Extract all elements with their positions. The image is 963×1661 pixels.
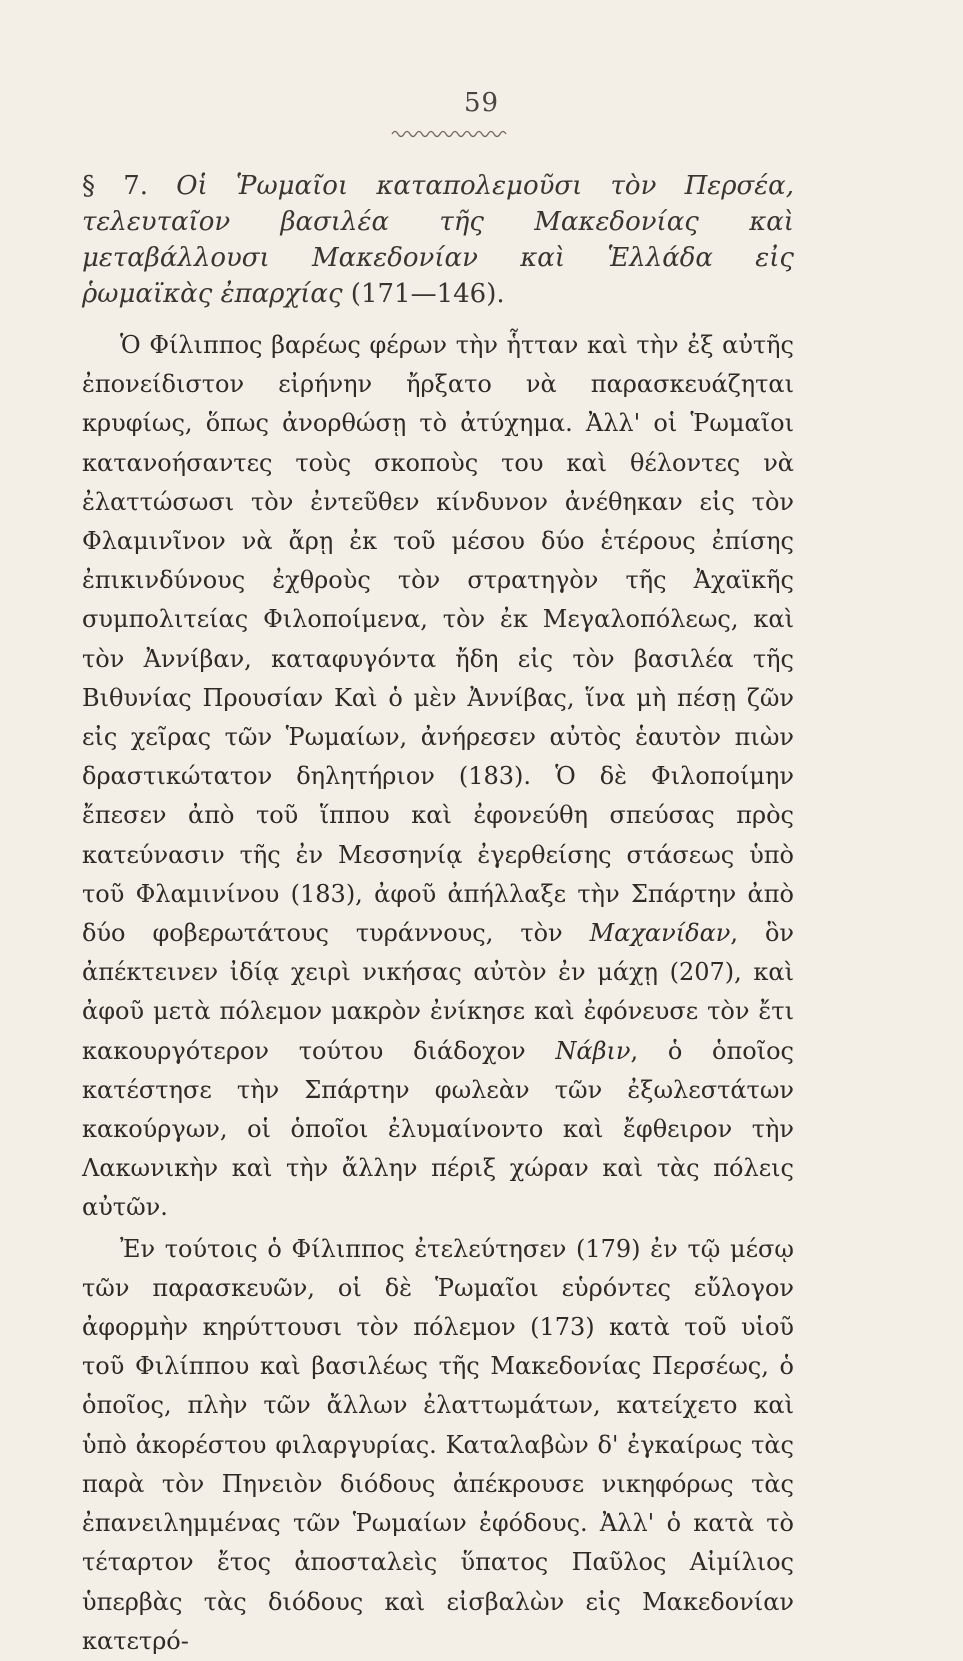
text-block xyxy=(82,168,794,1661)
paragraph-1-text-c: , ὁ ὁποῖος κατέστησε τὴν Σπάρτην φωλεὰν τῶν ἐξωλεστάτων κακούργων, οἱ ὁποῖοι ἐλυμαίνοντο καὶ ἔφθειρον τὴν Λακωνικὴν καὶ τὴν ἄλλην πέριξ χώραν καὶ τὰς πόλεις αὐτῶν. xyxy=(82,1036,794,1222)
paragraph-1-text-b: , ὃν ἀπέκτεινεν ἰδίᾳ χειρὶ νικήσας αὐτὸν ἐν μάχῃ (207), καὶ ἀφοῦ μετὰ πόλεμον μακρὸν ἐνίκησε καὶ ἐφόνευσε τὸν ἔτι κακουργότερον τούτου διάδοχον xyxy=(82,919,794,1065)
section-dates: (171—146). xyxy=(350,279,505,309)
section-heading xyxy=(82,168,794,312)
page-number: 59 xyxy=(463,88,500,118)
paragraph-1 xyxy=(82,326,794,1228)
paragraph-2: Ἐν τούτοις ὁ Φίλιππος ἐτελεύτησεν (179) ἐν τῷ μέσῳ τῶν παρασκευῶν, οἱ δὲ Ῥωμαῖοι εὑρόντες εὔλογον ἀφορμὴν κηρύττουσι τὸν πόλεμον (173) κατὰ τοῦ υἱοῦ τοῦ Φιλίππου καὶ βασιλέως τῆς Μακεδονίας Περσέως, ὁ ὁποῖος, πλὴν τῶν ἄλλων ἐλαττωμάτων, κατείχετο καὶ ὑπὸ ἀκορέστου φιλαργυρίας. Καταλαβὼν δ' ἐγκαίρως τὰς παρὰ τὸν Πηνειὸν διόδους ἀπέκρουσε νικηφόρως τὰς ἐπανειλημμένας τῶν Ῥωμαίων ἐφόδους. Ἀλλ' ὁ κατὰ τὸ τέταρτον ἔτος ἀποσταλεὶς ὕπατος Παῦλος Αἰμίλιος ὑπερβὰς τὰς διόδους καὶ εἰσβαλὼν εἰς Μακεδονίαν κατετρό- xyxy=(82,1234,794,1655)
wavy-rule-ornament xyxy=(390,128,510,140)
paragraph-1-text-a: Ὁ Φίλιππος βαρέως φέρων τὴν ἧτταν καὶ τὴν ἐξ αὐτῆς ἐπονείδιστον εἰρήνην ἤρξατο νὰ παρασκευάζηται κρυφίως, ὅπως ἀνορθώσῃ τὸ ἀτύχημα. Ἀλλ' οἱ Ῥωμαῖοι κατανοήσαντες τοὺς σκοποὺς του καὶ θέλοντες νὰ ἐλαττώσωσι τὸν ἐντεῦθεν κίνδυνον ἀνέθηκαν εἰς τὸν Φλαμινῖνον νὰ ἄρῃ ἐκ τοῦ μέσου δύο ἑτέρους ἐπίσης ἐπικινδύνους ἐχθροὺς τὸν στρατηγὸν τῆς Ἀχαϊκῆς συμπολιτείας Φιλοποίμενα, τὸν ἐκ Μεγαλοπόλεως, καὶ τὸν Ἀννίβαν, καταφυγόντα ἤδη εἰς τὸν βασιλέα τῆς Βιθυνίας Προυσίαν Καὶ ὁ μὲν Ἀννίβας, ἵνα μὴ πέσῃ ζῶν εἰς χεῖρας τῶν Ῥωμαίων, ἀνήρεσεν αὐτὸς ἑαυτὸν πιὼν δραστικώτατον δηλητήριον (183). Ὁ δὲ Φιλοποίμην ἔπεσεν ἀπὸ τοῦ ἵππου καὶ ἐφονεύθη σπεύσας πρὸς κατεύνασιν τῆς ἐν Μεσσηνίᾳ ἐγερθείσης στάσεως ὑπὸ τοῦ Φλαμινίνου (183), ἀφοῦ ἀπήλλαξε τὴν Σπάρτην ἀπὸ δύο φοβερωτάτους τυράννους, τὸν xyxy=(82,331,794,948)
section-mark: § 7. xyxy=(82,171,148,201)
section-title: Οἱ Ῥωμαῖοι καταπολεμοῦσι τὸν Περσέα, τελευταῖον βασιλέα τῆς Μακεδονίας καὶ μεταβάλλουσι Μακεδονίαν καὶ Ἑλλάδα εἰς ῥωμαϊκὰς ἐπαρχίας xyxy=(82,171,795,309)
name-nabis: Νάβιν xyxy=(555,1036,631,1065)
name-machanidas: Μαχανίδαν xyxy=(589,919,731,948)
